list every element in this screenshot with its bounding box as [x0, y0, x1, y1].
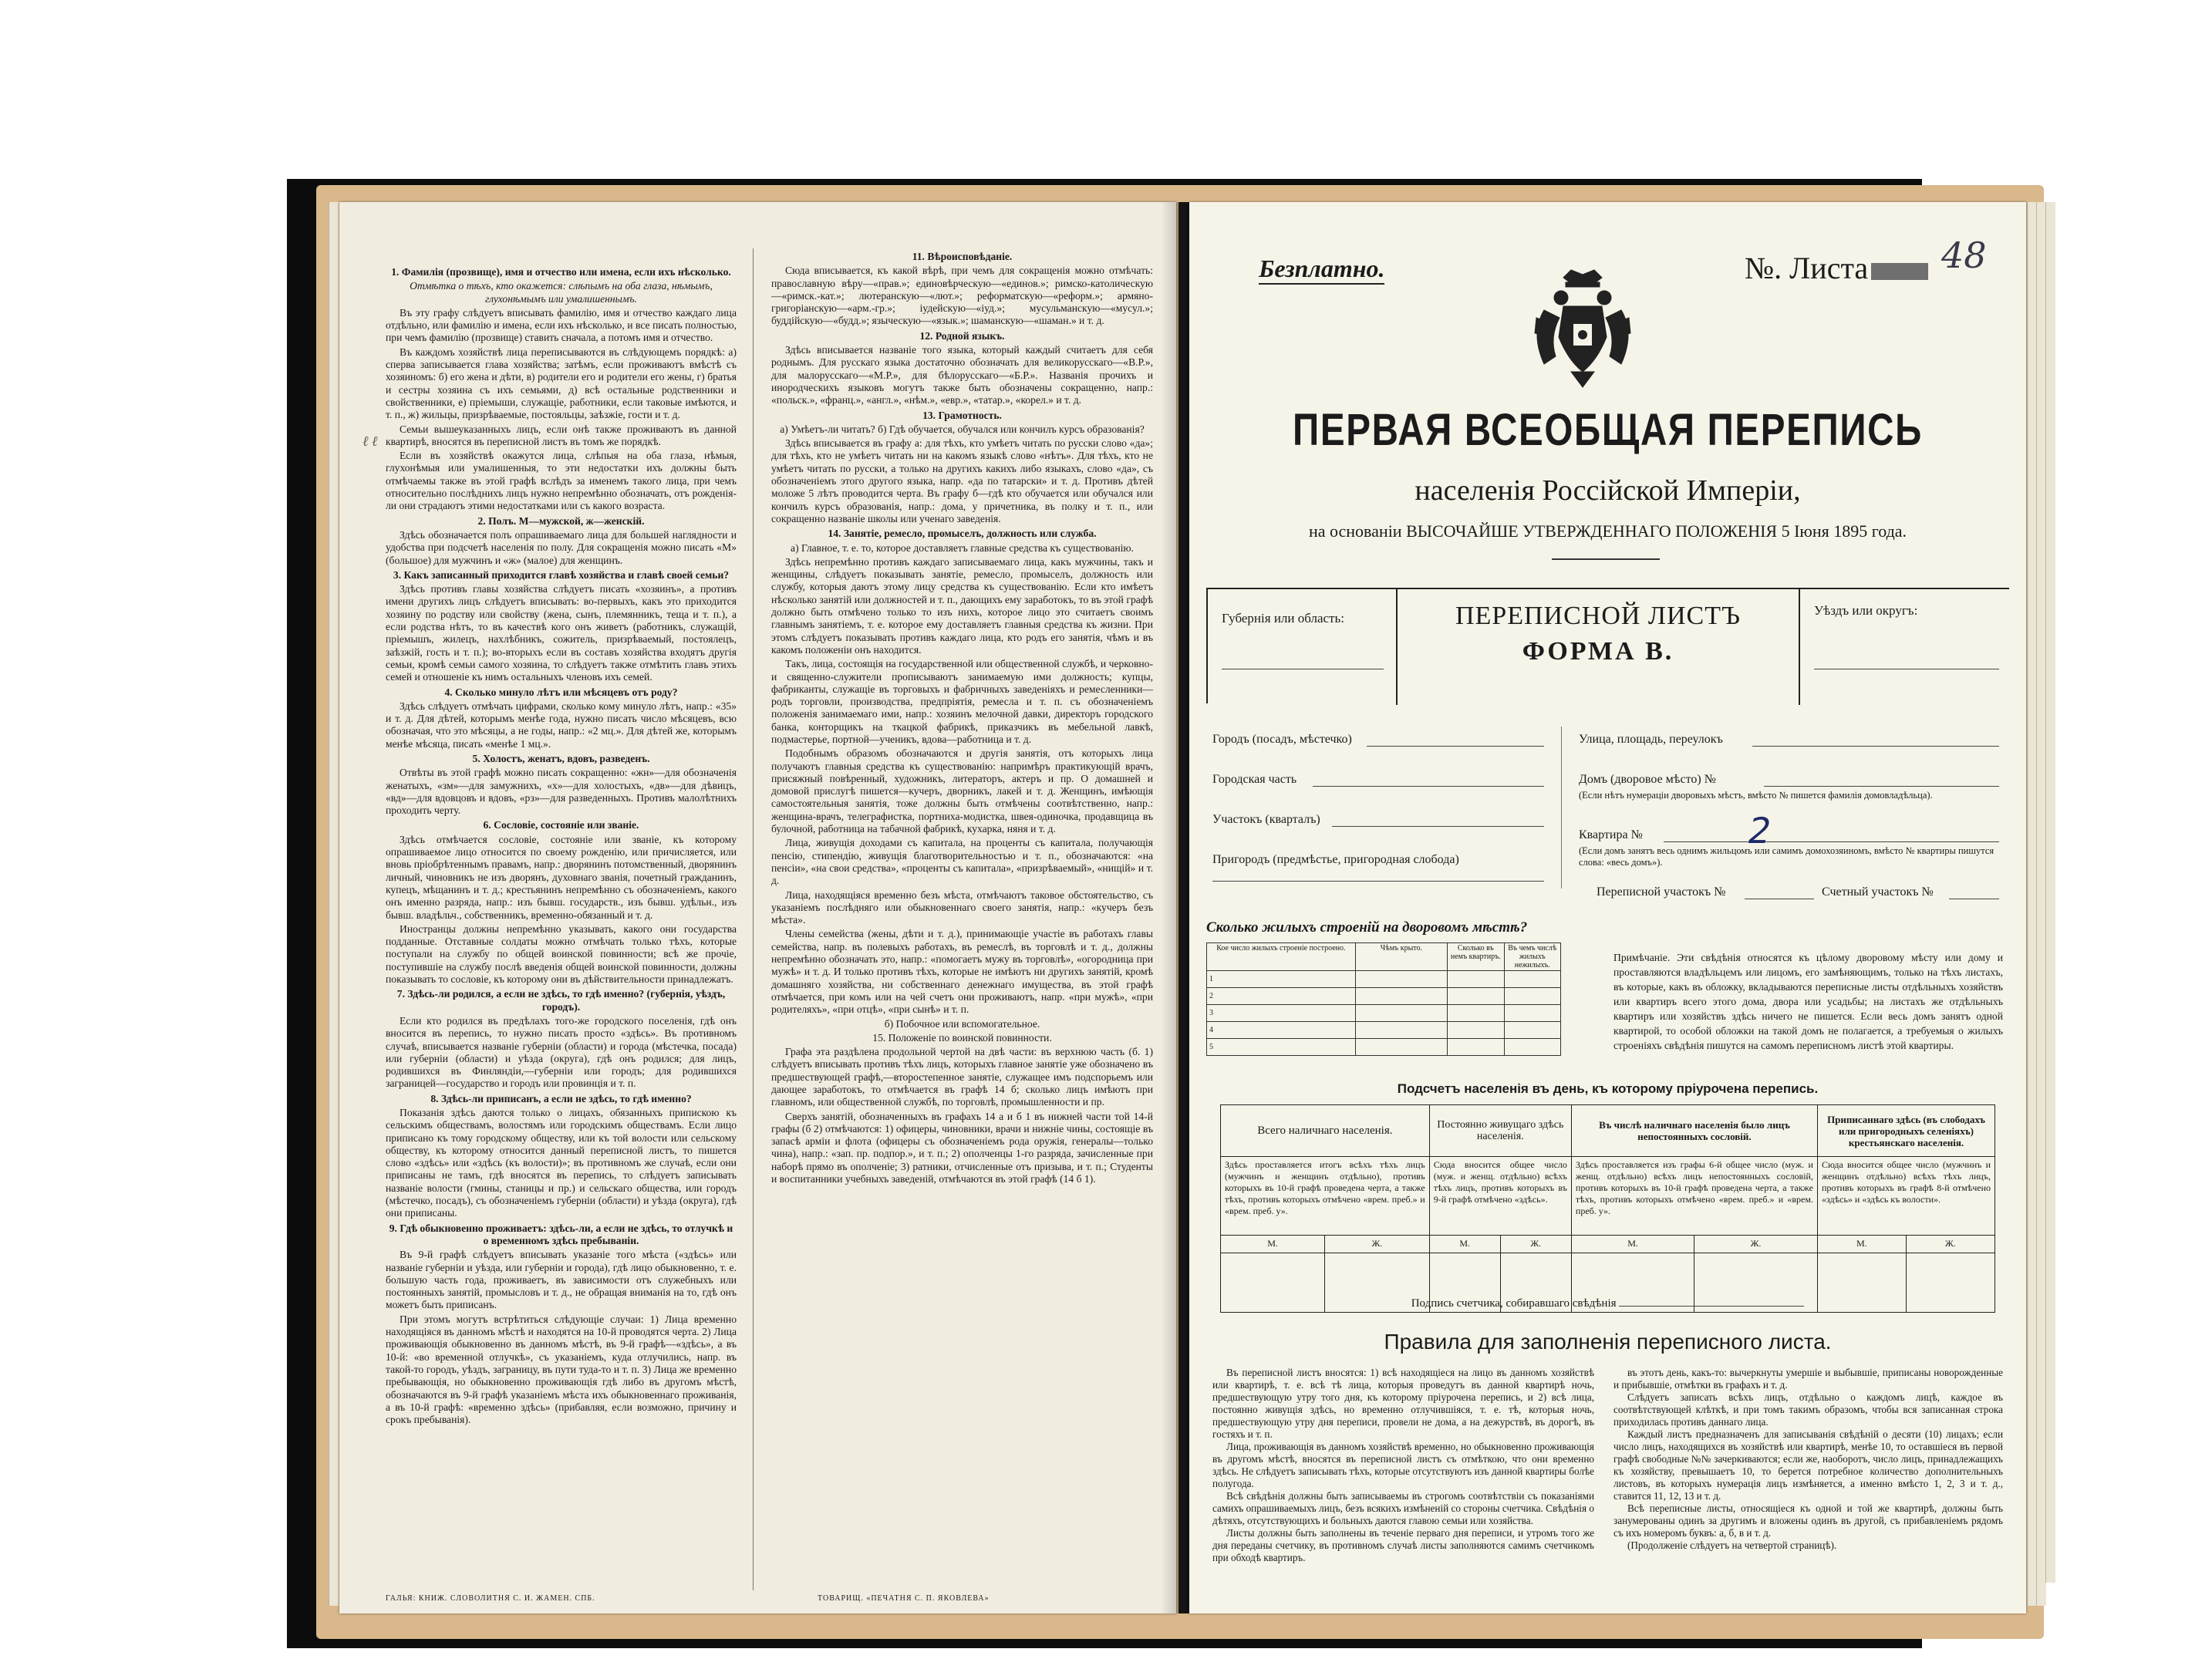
- paragraph: Лица, находящіяся временно безъ мѣста, отмѣчаютъ таковое обстоятельство, съ указаніемъ послѣдняго или обыкновеннаго своего занятія, напр.: «кучеръ безъ мѣста».: [771, 889, 1153, 926]
- paragraph: Лица, живущія доходами съ капитала, на проценты съ капитала, получающія пенсію, стипендію, живущія благотворительностью и т. п., обозначаются: «на пенсіи», «на свои средства», «проценты съ капитала», «призрѣваемый», «нищій» и т. д.: [771, 837, 1153, 887]
- paragraph: Здѣсь слѣдуетъ отмѣчать цифрами, сколько кому минуло лѣтъ, напр.: «35» и т. д. Для дѣтей, которымъ менѣе года, нужно писать число мѣсяцевъ, всю обозначая, что это мѣсяцы, а не годы, напр.: «2 мц.». Для дѣтей же, которымъ менѣе мѣсяца, писать «менѣе 1 мц.».: [386, 700, 737, 750]
- table-row: [1207, 1039, 1561, 1056]
- section-heading: 4. Сколько минуло лѣтъ или мѣсяцевъ отъ роду?: [444, 686, 678, 698]
- signature-label: Подпись счетчика, собиравшаго свѣдѣнія: [1411, 1297, 1617, 1310]
- paragraph: Иностранцы должны непремѣнно указывать, какого они государства подданные. Отставные солдаты можно отмѣчать только тѣхъ, которые поступали на службу по общей воинской повинности; всѣ же прочіе, поступившіе на службу послѣ введенія общей воинской повинности, должны показывать то сословіе, къ которому они въ дѣйствительности принадлежатъ.: [386, 922, 737, 986]
- redaction-block: [1871, 263, 1928, 280]
- form-name: ПЕРЕПИСНОЙ ЛИСТЪ: [1455, 602, 1741, 630]
- city-label: Городъ (посадъ, мѣстечко): [1212, 733, 1352, 746]
- table-header: Всего наличнаго населенія.: [1221, 1105, 1430, 1157]
- province-label: Губернія или область:: [1222, 611, 1344, 625]
- buildings-note: Примѣчаніе. Эти свѣдѣнія относятся къ цѣлому дворовому мѣсту или дому и проставляются владѣльцемъ или лицомъ, его замѣняющимъ, только на тѣхъ листахъ, въ которые, какъ въ обложку, вкладываются переписные листы отдѣльныхъ хозяйствъ или квартиръ всего этого дома, двора или усадьбы; на листахъ же отдѣльныхъ квартиръ или хозяйствъ здѣсь ничего не пишется. Если весь домъ занятъ одной квартирой, то особой обложки на такой домъ не полагается, а требуемыя о жилыхъ строеніяхъ свѣдѣнія пишутся на самомъ переписномъ листѣ этой квартиры.: [1613, 952, 2003, 1051]
- rule-paragraph: Въ переписной листъ вносятся: 1) всѣ находящіеся на лицо въ данномъ хозяйствѣ или квартирѣ, т. е. всѣ тѣ лица, которыя проведутъ въ данной квартирѣ ночь, предшествующую утру того дня, къ которому пріурочена перепись, и 2) всѣ лица, постоянно живущія здѣсь, но временно отлучившіяся, т. е. тѣ, которыя ночь, предшествующую утру дня переписи, провели не дома, а на дежурствѣ, въ дорогѣ, въ гостяхъ и т. п.: [1212, 1367, 1594, 1440]
- rule-paragraph: Лица, проживающія въ данномъ хозяйствѣ временно, но обыкновенно проживающія въ другомъ мѣстѣ, вносятся въ переписной листъ съ отмѣткою, что они временно здѣсь. Не слѣдуетъ записывать тѣхъ, которые отсутствуютъ изъ данной квартиры болѣе полугода.: [1212, 1441, 1594, 1489]
- section-heading: 6. Сословіе, состояніе или званіе.: [483, 819, 639, 831]
- divider: [1552, 558, 1660, 560]
- fold-shadow: [1161, 202, 1189, 1613]
- form-subtitle: населенія Россійской Имперіи,: [1415, 474, 1801, 507]
- counter-signature-line: [1189, 1297, 2026, 1310]
- paragraph: Если кто родился въ предѣлахъ того-же городского поселенія, гдѣ онъ вносится въ перепись, то нужно писать просто «здѣсь». Въ противномъ случаѣ, вписывается названіе губерніи (области) и города (мѣстечка, посада) или губерніи (области) и уѣзда (округа), гдѣ онъ родился; для лицъ, родившихся въ Финляндіи,—губерніи или городъ; для родившихся заграницей—государство и городъ или провинція и т. п.: [386, 1014, 737, 1090]
- table-cell: Сюда вносится общее число (мужчинъ и женщинъ отдѣльно) всѣхъ тѣхъ лицъ, противъ которыхъ въ графѣ 8-й отмѣчено «здѣсь» и «здѣсь къ волости».: [1817, 1157, 1995, 1236]
- paragraph: Здѣсь противъ главы хозяйства слѣдуетъ писать «хозяинъ», а противъ имени другихъ лицъ слѣдуетъ вписывать: во-первыхъ, какъ это приходится хозяину по родству или свойству (жена, сынъ, племянникъ, теща и т. п.), а если родства нѣтъ, то въ качествѣ кого онъ живетъ (работникъ, служащій, пріемышъ, жилецъ, нахлѣбникъ, сожитель, призрѣваемый, постоялецъ, заѣзжій, гость и т. п.); во-вторыхъ если въ составъ хозяйства входятъ другія семьи, кромѣ семьи самого хозяина, то слѣдуетъ также отмѣтить главъ этихъ семей и отношеніе къ нимъ остальныхъ членовъ ихъ семей.: [386, 583, 737, 683]
- printer-footer-left: ГАЛЬЯ: КНИЖ. СЛОВОЛИТНЯ С. И. ЖАМЕН. СПБ.: [386, 1594, 595, 1603]
- paragraph: Здѣсь отмѣчается сословіе, состояніе или званіе, къ которому опрашиваемое лицо относится по своему рожденію, или причисляется, или вновь пріобрѣтеннымъ правамъ, напр.: дворянинъ потомственный, дворянинъ личный, чиновникъ не изъ дворянъ, духовнаго званія, почетный гражданинъ, купецъ, мѣщанинъ и т. д.; крестьянинъ непремѣнно съ обозначеніемъ, какого онъ именно разряда, напр.: изъ бывш. государств., изъ бывш. удѣльн., изъ бывш. владѣльч., собственникъ, временно-обязанный и т. д.: [386, 833, 737, 921]
- district-label: Уѣздъ или округъ:: [1814, 603, 1918, 618]
- paragraph: Отмѣтка о тѣхъ, кто окажется: слѣпымъ на оба глаза, нѣмымъ, глухонѣмымъ или умалишеннымъ.: [410, 280, 713, 305]
- buildings-question: Сколько жилыхъ строеній на дворовомъ мѣстѣ?: [1206, 919, 1528, 936]
- table-cell: Здѣсь проставляется изъ графы 6-й общее число (муж. и женщ. отдѣльно) всѣхъ лицъ непостоянныхъ сословій, противъ которыхъ въ 10-й графѣ проведена черта, а также тѣхъ, противъ которыхъ отмѣчено «врем. преб.» и «врем. преб. у».: [1571, 1157, 1817, 1236]
- female-header: Ж.: [1500, 1236, 1571, 1253]
- table-row: [1207, 1022, 1561, 1039]
- paragraph: а) Главное, т. е. то, которое доставляетъ главные средства къ существованію.: [791, 541, 1134, 554]
- rule-paragraph: Всѣ свѣдѣнія должны быть записываемы въ строгомъ соотвѣтствіи съ показаніями самихъ опрашиваемыхъ лицъ, безъ всякихъ измѣненій со стороны счетчика. Свѣдѣнія о дѣтяхъ, отсутствующихъ и больныхъ даются главою семьи или хозяйства.: [1212, 1490, 1594, 1526]
- header-rule: [1206, 588, 1208, 703]
- section-heading: 7. Здѣсь-ли родился, а если не здѣсь, то гдѣ именно? (губернія, уѣздъ, городъ).: [396, 988, 726, 1013]
- page-edge: [329, 202, 339, 1606]
- imperial-eagle-emblem-icon: [1529, 264, 1637, 391]
- paragraph: б) Побочное или вспомогательное.: [884, 1017, 1040, 1030]
- row-number: 2: [1207, 988, 1356, 1005]
- section-heading: 11. Вѣроисповѣданіе.: [912, 251, 1013, 262]
- margin-pencil-marks: ℓ ℓ: [362, 433, 378, 449]
- free-label: Безплатно.: [1259, 255, 1384, 285]
- paragraph: Въ эту графу слѣдуетъ вписывать фамилію, имя и отчество каждаго лица отдѣльно, или фамилію и имена, если ихъ нѣсколько, и все писать полностью, при чемъ фамилію (прозвище) ставить сначала, а потомъ имя и отчество.: [386, 306, 737, 344]
- table-header: Чѣмъ крыто.: [1355, 943, 1447, 971]
- table-header: Сколько въ немъ квартиръ.: [1448, 943, 1504, 971]
- handwritten-sheet-number: 48: [1941, 234, 1987, 276]
- row-number: 1: [1207, 971, 1356, 988]
- male-header: М.: [1221, 1236, 1325, 1253]
- rule-paragraph: Слѣдуетъ записать всѣхъ лицъ, отдѣльно о каждомъ лицѣ, каждое въ соотвѣтствующей клѣткѣ, и при томъ такимъ образомъ, чтобы вся записанная строка приходилась противъ даннаго лица.: [1613, 1391, 2003, 1428]
- handwritten-apartment-number: 2: [1744, 810, 1776, 851]
- header-rule: [1206, 588, 1396, 589]
- section-heading: 5. Холостъ, женатъ, вдовъ, разведенъ.: [472, 752, 650, 764]
- quarter-label: Участокъ (кварталъ): [1212, 813, 1320, 826]
- section-heading: 2. Полъ. М—мужской, ж—женскій.: [477, 514, 645, 527]
- page-edge: [2045, 202, 2055, 1583]
- rule-paragraph: Всѣ переписные листы, относящіеся къ одной и той же квартирѣ, должны быть занумерованы одинъ за другимъ и вложены одинъ въ другой, съ прибавленіемъ рядомъ съ ихъ номеромъ буквъ: а, б, в и т. д.: [1613, 1502, 2003, 1539]
- left-page-instructions: [339, 202, 1176, 1613]
- table-header-row: [1221, 1105, 1995, 1157]
- paragraph: Въ 9-й графѣ слѣдуетъ вписывать указаніе того мѣста («здѣсь» или названіе губерніи и уѣзда, или губерніи и города), гдѣ лицо обыкновенно, т. е. большую часть года, проживаетъ, въ зависимости отъ служебныхъ или постоянныхъ занятій, промысловъ и т. д., не обращая вниманія на то, гдѣ онъ можетъ быть приписанъ.: [386, 1249, 737, 1311]
- table-header: Въ чемъ числѣ жилыхъ нежилыхъ.: [1504, 943, 1560, 971]
- form-title: ПЕРВАЯ ВСЕОБЩАЯ ПЕРЕПИСЬ: [1293, 405, 1923, 455]
- table-header: Въ числѣ наличнаго населенія было лицъ непостоянныхъ сословій.: [1571, 1105, 1817, 1157]
- city-part-field-line: [1313, 786, 1544, 787]
- house-label: Домъ (дворовое мѣсто) №: [1579, 773, 1716, 786]
- field-divider: [1561, 727, 1562, 889]
- male-header: М.: [1817, 1236, 1906, 1253]
- section-heading: 12. Родной языкъ.: [919, 329, 1005, 342]
- population-heading: Подсчетъ населенія въ день, къ которому пріурочена перепись.: [1397, 1081, 1819, 1096]
- printer-footer-right: ТОВАРИЩ. «ПЕЧАТНЯ С. П. ЯКОВЛЕВА»: [818, 1594, 990, 1603]
- female-header: Ж.: [1694, 1236, 1818, 1253]
- section-heading: 13. Грамотность.: [922, 409, 1002, 421]
- table-row: [1207, 971, 1561, 988]
- section-heading: 1. Фамилія (прозвище), имя и отчество или имена, если ихъ нѣсколько.: [391, 266, 731, 278]
- quarter-field-line: [1332, 826, 1544, 827]
- rules-column-2: [1613, 1367, 2003, 1606]
- house-field-line: [1764, 786, 1999, 787]
- street-field-line: [1752, 746, 1999, 747]
- suburb-field-line: [1212, 881, 1544, 882]
- paragraph: Отвѣты въ этой графѣ можно писать сокращенно: «жн»—для обозначенія женатыхъ, «зм»—для замужнихъ, «х»—для холостыхъ, «дв»—для дѣвицъ, «вд»—для вдовцовъ и вдовъ, «рз»—для разведенныхъ. Противъ малолѣтнихъ проходить черту.: [386, 767, 737, 817]
- paragraph: Семьи вышеуказанныхъ лицъ, если онѣ также проживаютъ въ данной квартирѣ, вносятся въ переписной листъ въ томъ же порядкѣ.: [386, 423, 737, 447]
- female-header: Ж.: [1325, 1236, 1430, 1253]
- section-heading: 3. Какъ записанный приходится главѣ хозяйства и главѣ своей семьи?: [393, 568, 730, 581]
- form-title-box: [1396, 588, 1800, 705]
- paragraph: Если въ хозяйствѣ окажутся лица, слѣпыя на оба глаза, нѣмыя, глухонѣмыя или умалишенныя, то эти недостатки ихъ должны быть отмѣчаемы также въ этой графѣ вслѣдъ за именемъ такого лица, при чемъ относительно послѣднихъ лицъ нужно непремѣнно обозначать, отъ рожденія-ли они страдаютъ этими недостатками или съ какого возраста.: [386, 450, 737, 512]
- section-heading: 9. Гдѣ обыкновенно проживаетъ: здѣсь-ли, а если не здѣсь, то отлучкѣ и о временномъ здѣсь пребываніи.: [389, 1222, 733, 1246]
- male-header: М.: [1429, 1236, 1500, 1253]
- paragraph: Здѣсь вписывается въ графу а: для тѣхъ, кто умѣетъ читать по русски слово «да»; для тѣхъ, кто не умѣетъ читать ни на какомъ языкѣ слово «нѣтъ». Для тѣхъ, кто не умѣетъ читать по русски, а только на другихъ какихъ либо языкахъ, слово «да», съ обозначеніемъ этого другого языка, напр. «да по татарски» и т. д. Противъ дѣтей моложе 5 лѣтъ проводится черта. Въ графу б—гдѣ кто обучается или обучался или кончилъ курсъ образованія, напр.: дома, у причетника, въ полку и т. п., или сокращенно названіе школы или ученаго заведенія.: [771, 437, 1153, 524]
- table-row: [1207, 988, 1561, 1005]
- rules-heading: Правила для заполненія переписного листа.: [1384, 1330, 1832, 1354]
- section-heading: 8. Здѣсь-ли приписанъ, а если не здѣсь, то гдѣ именно?: [430, 1092, 692, 1104]
- paragraph: Члены семейства (жены, дѣти и т. д.), принимающіе участіе въ работахъ главы семейства, напр. въ полевыхъ работахъ, въ ремеслѣ, въ торговлѣ и т. д., должны непремѣнно обозначать это, напр.: «помогаетъ мужу въ торговлѣ», «огородница при мужѣ» и т. д. И только противъ тѣхъ, которые не имѣютъ ни другихъ занятій, кромѣ домашняго хозяйства, ни собственнаго денежнаго имущества, въ этой графѣ отмѣчается, при комъ или на чей счетъ они проживаютъ, напр. «при мужѣ», «при родителяхъ», «при отцѣ», «при сынѣ» и т. п.: [771, 928, 1153, 1016]
- census-district-label: Переписной участокъ №: [1597, 885, 1726, 899]
- rule-paragraph: въ этотъ день, какъ-то: вычеркнуты умершіе и выбывшіе, приписаны новорожденные и прибывшіе, отмѣтки въ графахъ и т. д.: [1613, 1367, 2003, 1391]
- table-cell: Сюда вносится общее число (муж. и женщ. отдѣльно) всѣхъ тѣхъ лицъ, противъ которыхъ въ 9-й графѣ отмѣчено «здѣсь».: [1429, 1157, 1571, 1236]
- rule-paragraph: Каждый листъ предназначенъ для записыванія свѣдѣній о десяти (10) лицахъ; если число лицъ, находящихся въ хозяйствѣ или квартирѣ, менѣе 10, то оставшіеся въ первой графѣ свободные №№ зачеркиваются; если же, наоборотъ, число лицъ, принадлежащихъ къ хозяйству, превышаетъ 10, то берется потребное количество дополнительныхъ листовъ, въ которыхъ нумерація лицъ измѣняется, а именно вмѣсто 1, 2, 3 и т. д., ставится 11, 12, 13 и т. д.: [1613, 1428, 2003, 1502]
- rules-column-1: [1212, 1367, 1594, 1606]
- column-divider: [753, 248, 754, 1590]
- table-header: Приписаннаго здѣсь (въ слободахъ или пригородныхъ селеніяхъ) крестьянскаго населенія.: [1817, 1105, 1995, 1157]
- table-header-row: [1207, 943, 1561, 971]
- instructions-column-2: [771, 248, 1153, 1590]
- paragraph: Показанія здѣсь даются только о лицахъ, обязанныхъ припискою къ сельскимъ обществамъ, волостямъ или городскимъ обществамъ. Если лицо приписано къ тому городскому обществу, или къ той волости или сельскому обществу, къ которому относится данный переписной листъ, то пишется слово «здѣсь» или «здѣсь (къ волости)»; въ противномъ же случаѣ, если они приписаны не тамъ, гдѣ вносятся въ перепись, то слѣдуетъ записывать названіе волости (гмины, станицы и пр.) и сельскаго общества, или городъ (мѣстечко, посадъ), съ обозначеніемъ губерніи (области) и уѣзда (округа), гдѣ они приписаны.: [386, 1107, 737, 1219]
- paragraph: Подобнымъ образомъ обозначаются и другія занятія, отъ которыхъ лица получаютъ главныя средства къ существованію: напримѣръ практикующій врачъ, присяжный повѣренный, художникъ, литераторъ, актеръ и пр. О домашней и домовой прислугѣ пишется—кучеръ, дворникъ, лакей и т. д. Женщинъ, имѣющія самостоятельныя занятія, тоже должны быть отмѣчены соотвѣтственно, напр.: женщина-врачъ, телеграфистка, портниха-модистка, швея-одиночка, продавщица въ булочной, работница на табачной фабрикѣ, кухарка, няня и т. д.: [771, 747, 1153, 835]
- paragraph: Здѣсь непремѣнно противъ каждаго записываемаго лица, какъ мужчины, такъ и женщины, слѣдуетъ показывать занятіе, ремесло, промыселъ, должность или службу, которыя даютъ этому лицу средства къ существованію. Если кто имѣетъ нѣсколько занятій или должностей и т. п., дающихъ ему заработокъ, то въ этой графѣ должно быть отмѣчено только то изъ нихъ, которое лицо это считаетъ своимъ главнымъ занятіемъ, т. е. которое ему доставляетъ главныя средства къ жизни. При этомъ слѣдуетъ показывать противъ каждаго лица, кто родъ его занятія, чѣмъ и въ какомъ положеніи онъ находится.: [771, 555, 1153, 656]
- rule-paragraph: (Продолженіе слѣдуетъ на четвертой страницѣ).: [1627, 1539, 1837, 1551]
- population-table: [1220, 1104, 1995, 1313]
- paragraph: Въ каждомъ хозяйствѣ лица переписываются въ слѣдующемъ порядкѣ: а) сперва записывается глава хозяйства; затѣмъ, если проживаютъ вмѣстѣ съ хозяиномъ: б) его жена и дѣти, в) родители его и родители его жены, г) братья и сестры хозяина съ ихъ семьями, д) всѣ остальные родственники и свойственники, е) пріемыши, служащіе, работники, если таковые имѣются, и т. п., ж) жильцы, призрѣваемые, постояльцы, заѣзжіе, гости и т. д.: [386, 346, 737, 421]
- row-number: 5: [1207, 1039, 1356, 1056]
- row-number: 4: [1207, 1022, 1356, 1039]
- legal-basis: на основаніи ВЫСОЧАЙШЕ УТВЕРЖДЕННАГО ПОЛОЖЕНІЯ 5 Іюня 1895 года.: [1308, 521, 1907, 541]
- paragraph: а) Умѣетъ-ли читать? б) Гдѣ обучается, обучался или кончилъ курсъ образованія?: [780, 423, 1145, 435]
- apartment-field-line: [1664, 841, 1999, 842]
- rule-paragraph: Листы должны быть заполнены въ теченіе перваго дня переписи, и утромъ того же дня переданы счетчику, въ противномъ случаѣ листы заполняются самимъ счетчикомъ при обходѣ квартиръ.: [1212, 1527, 1594, 1563]
- table-row: [1221, 1157, 1995, 1236]
- city-field-line: [1367, 746, 1544, 747]
- form-letter: ФОРМА В.: [1522, 637, 1674, 666]
- paragraph: Такъ, лица, состоящія на государственной или общественной службѣ, и черковно-и священно-служители прописываютъ занимаемую ими должность; купцы, фабриканты, служащіе въ торговыхъ и фабричныхъ заведеніяхъ и ремесленники—родъ торговли, производства, предпріятія, ремесла и т. п. съ обозначеніемъ положенія занимаемаго ими, напр.: хозяинъ мелочной давки, директоръ городского банка, конторщикъ на ткацкой фабрикѣ, приказчикъ въ мебельной лавкѣ, подмастерье, портной—ученикъ, вдова—работница и т. д.: [771, 658, 1153, 745]
- instructions-column-1: [386, 264, 737, 1590]
- sheet-number-field: [1745, 250, 1928, 286]
- sheet-number-label: №. Листа: [1745, 251, 1869, 285]
- paragraph: Здѣсь вписывается названіе того языка, который каждый считаетъ для себя роднымъ. Для русскаго языка достаточно обозначать для великорусскаго—«В.Р.», для малорусскаго—«М.Р.», для бѣлорусскаго—«Б.Р.». Названія прочихъ и инородческихъ языковъ могутъ также быть обозначены сокращенно, напр.: «польск.», «франц.», «англ.», «нѣм.», «евр.», «татар.», «корел.» и т. д.: [771, 344, 1153, 406]
- suburb-label: Пригородъ (предмѣстье, пригородная слобода): [1212, 853, 1459, 866]
- apartment-label: Квартира №: [1579, 828, 1643, 841]
- city-part-label: Городская часть: [1212, 773, 1297, 786]
- right-page-census-form: [1189, 202, 2026, 1613]
- paragraph: 15. Положеніе по воинской повинности.: [872, 1031, 1052, 1044]
- row-number: 3: [1207, 1005, 1356, 1022]
- table-header: Кое число жилыхъ строеніе построено.: [1207, 943, 1356, 971]
- paragraph: Графа эта раздѣлена продольной чертой на двѣ части: въ верхнюю часть (б. 1) слѣдуетъ вписывать противъ тѣхъ лицъ, которыхъ главное занятіе уже обозначено въ предшествующей графѣ,—второстепенное занятіе, служащее имъ подспорьемъ или дающее заработокъ, то отмѣчается въ графѣ 14 б; сколько лицъ имѣютъ при главномъ, или общественной службѣ, по торговлѣ, промышленности и пр.: [771, 1046, 1153, 1108]
- paragraph: Здѣсь обозначается полъ опрашиваемаго лица для большей наглядности и удобства при подсчетѣ населенія по полу. Для сокращенія можно писать «М» (большое) для мужчинъ и «ж» (малое) для женщинъ.: [386, 528, 737, 566]
- male-header: М.: [1571, 1236, 1694, 1253]
- paragraph: Сверхъ занятій, обозначенныхъ въ графахъ 14 а и б 1 въ нижней части той 14-й графы (б 2) отмѣчаются: 1) офицеры, чиновники, врачи и нижніе чины, состоящіе въ запасѣ арміи и флота (офицеры съ обозначеніемъ рода оружія, генералы—только чина), напр.: «зап. пр. подпор.», и т. п.; 2) ополченцы 1-го разряда, зачисленные при наборѣ прямо въ ополченіе; 3) ратники, отчисленные отъ призыва, и т. п.; Студенты и воспитанники учебныхъ заведеній, отмѣчаются въ этой графѣ (14 б 1).: [771, 1110, 1153, 1185]
- table-cell: Здѣсь проставляется итогъ всѣхъ тѣхъ лицъ (мужчинъ и женщинъ отдѣльно), противъ которыхъ въ 10-й графѣ проведена черта, а также тѣхъ, противъ которыхъ отмѣчено «врем. преб.» и «врем. преб. у».: [1221, 1157, 1430, 1236]
- header-rule: [1797, 588, 2009, 589]
- table-row: [1221, 1236, 1995, 1253]
- female-header: Ж.: [1906, 1236, 1995, 1253]
- table-row: [1207, 1005, 1561, 1022]
- apartment-note: (Если домъ занятъ весь однимъ жильцомъ или самимъ домохозяиномъ, вмѣсто № квартиры пишутся слова: «весь домъ»).: [1579, 845, 1995, 868]
- table-header: Постоянно живущаго здѣсь населенія.: [1429, 1105, 1571, 1157]
- section-heading: 14. Занятіе, ремесло, промыселъ, должность или служба.: [828, 528, 1097, 540]
- buildings-table: [1206, 942, 1561, 1056]
- counting-district-label: Счетный участокъ №: [1822, 885, 1934, 899]
- house-note: (Если нѣтъ нумераціи дворовыхъ мѣстъ, вмѣсто № пишется фамилія домовладѣльца).: [1579, 790, 1933, 801]
- paragraph: При этомъ могутъ встрѣтиться слѣдующіе случаи: 1) Лица временно находящіяся въ данномъ мѣстѣ и находятся на 10-й проводятся черта. 2) Лица проживающія обыкновенно въ данномъ мѣстѣ, въ 9-й графѣ—«здѣсь», а въ 10-й: «во временной отлучкѣ», съ указаніемъ, куда отлучились, напр. въ такой-то городъ, уѣздъ, заграницу, въ пути туда-то и т. п. 3) Лица же временно пребывающія, но обыкновенно проживающія гдѣ либо въ другомъ мѣстѣ, обозначаются въ 9-й графѣ указаніемъ мѣста ихъ обыкновеннаго проживанія, а въ 10-й графѣ: «временно здѣсь» (прибавляя, если возможно, причину и срокъ пребыванія).: [386, 1313, 737, 1426]
- street-label: Улица, площадь, переулокъ: [1579, 733, 1723, 746]
- paragraph: Сюда вписывается, къ какой вѣрѣ, при чемъ для сокращенія можно отмѣчать: православную вѣру—«прав.»; единовѣрческую—«единов.»; римско-католическую—«римск.-кат.»; лютеранскую—«лют.»; реформатскую—«реформ.»; армяно-григоріанскую—«арм.-гр.»; іудейскую—«іуд.»; мусульманскую—«мусул.»; буддійскую—«будд.»; языческую—«язык.»; шаманскую—«шаман.» и т. д.: [771, 265, 1153, 327]
